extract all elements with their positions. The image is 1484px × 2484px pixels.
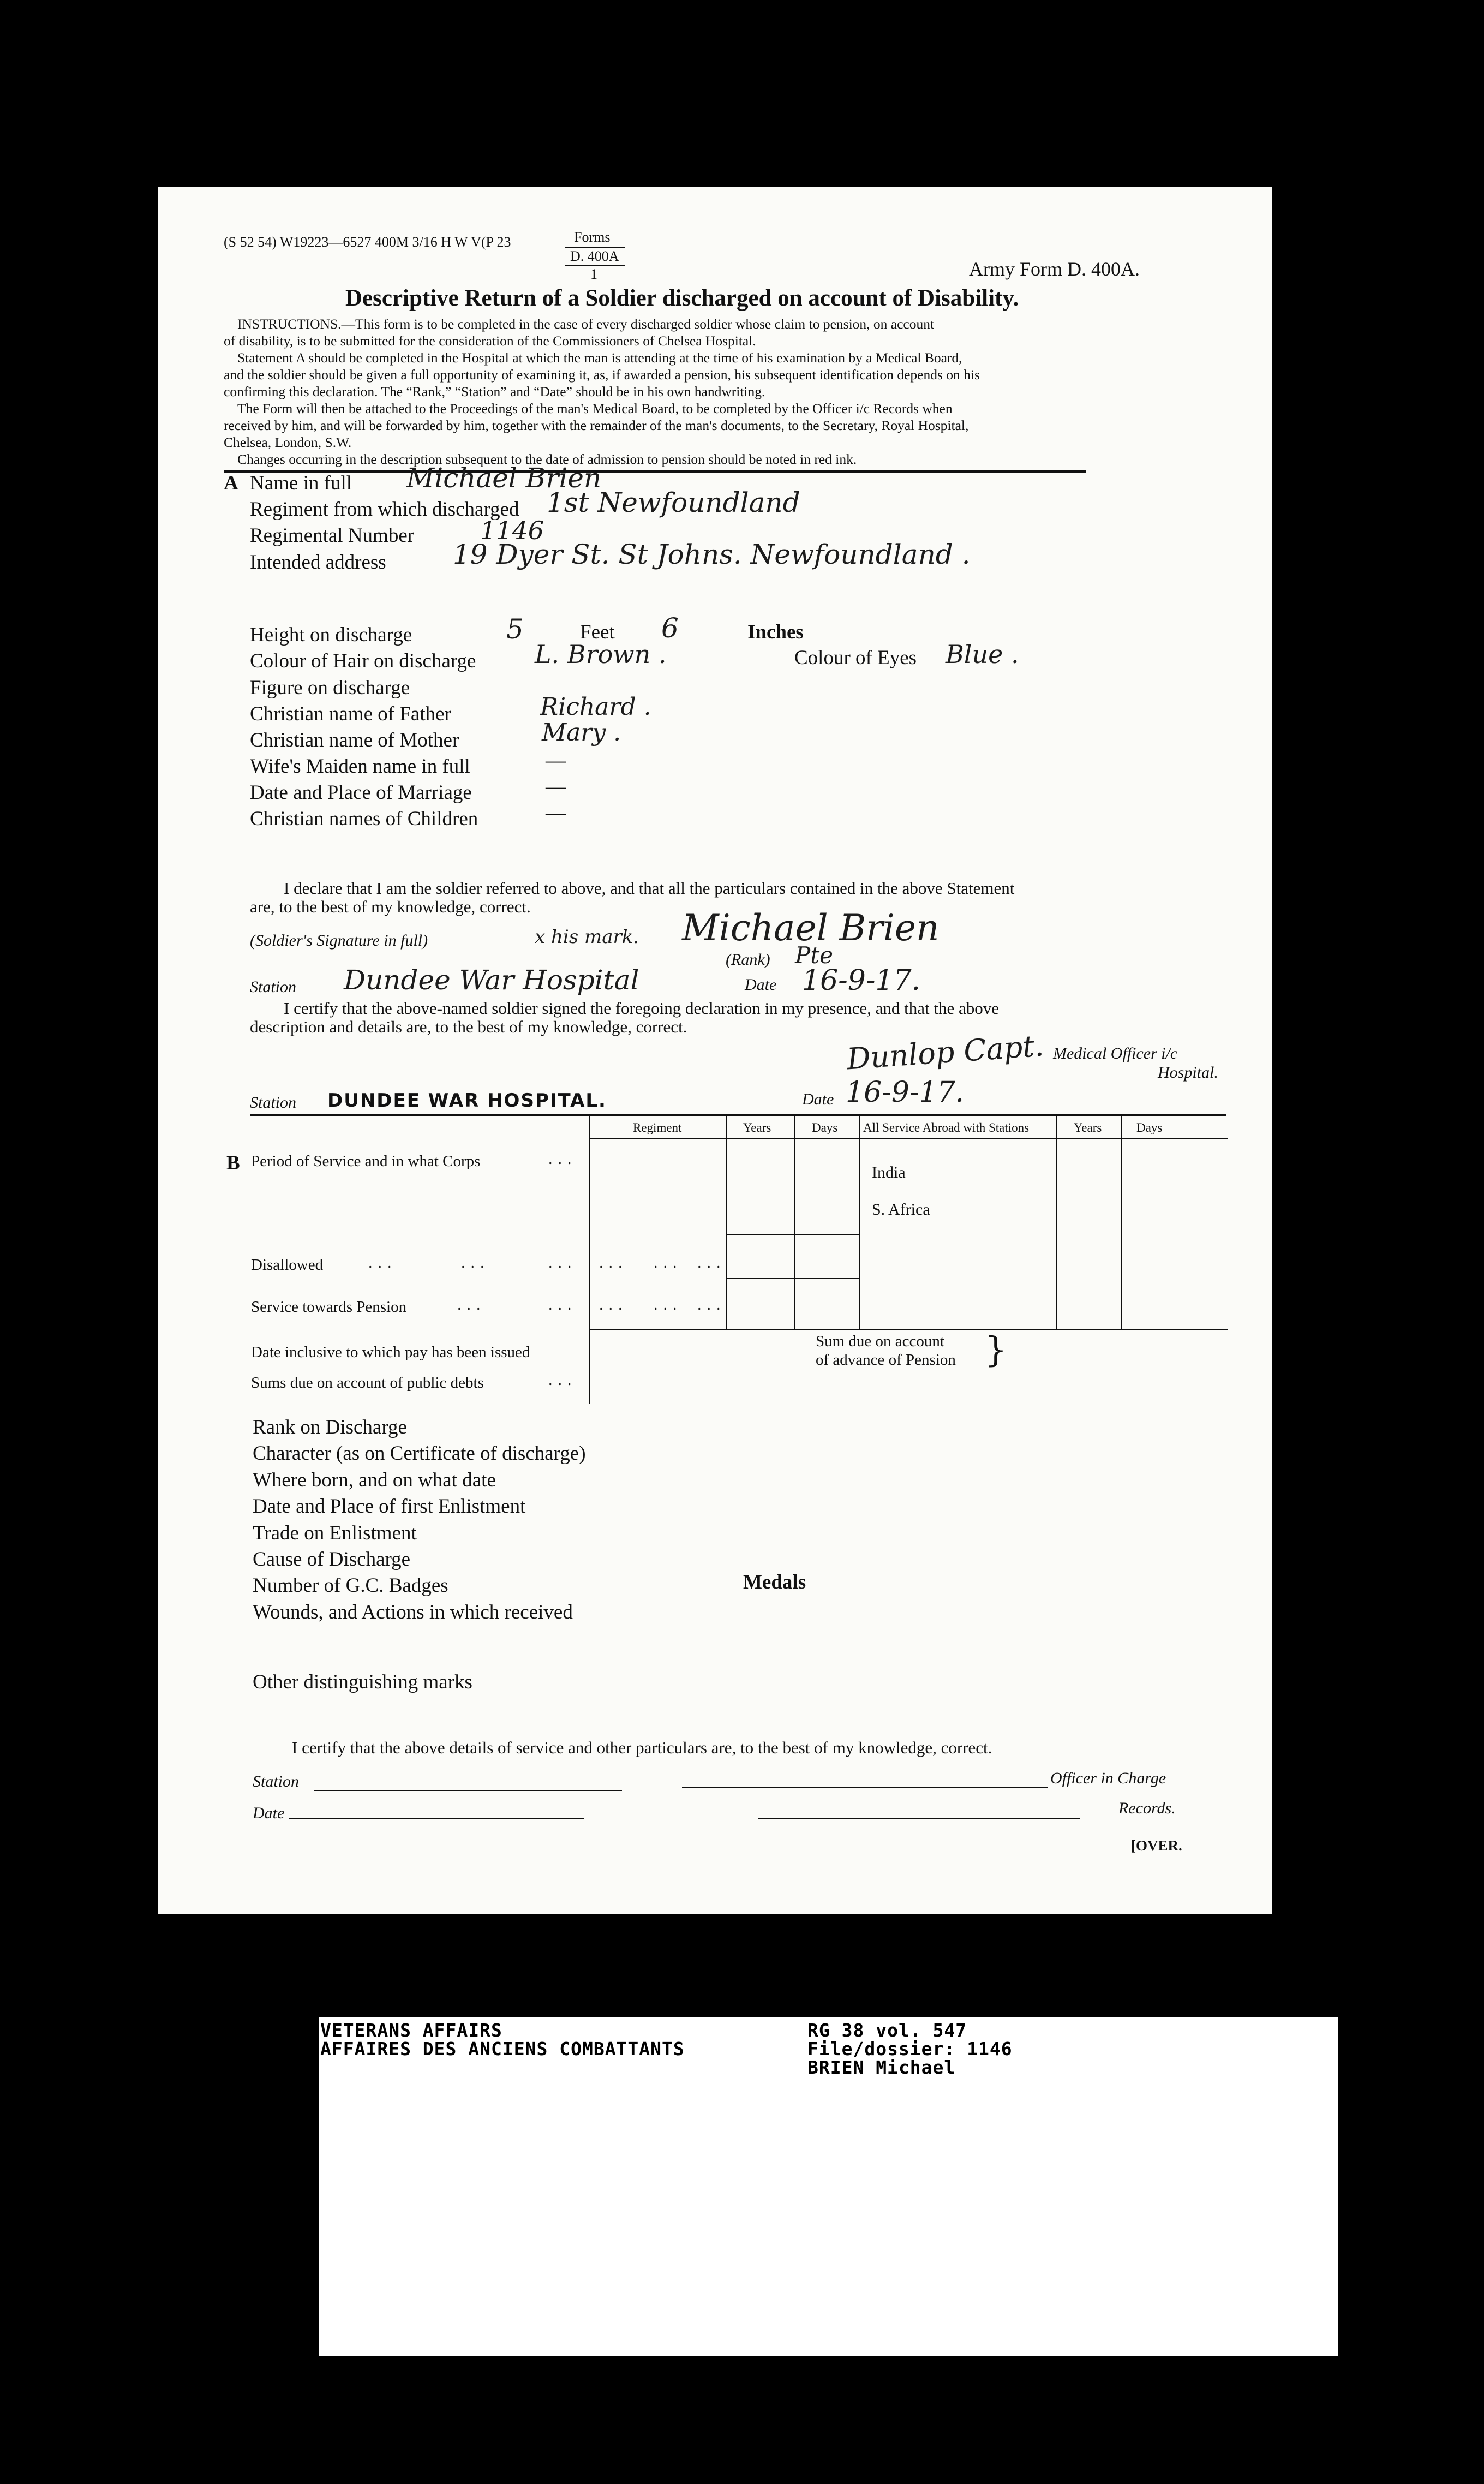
pay-issued-label: Date inclusive to which pay has been issued (251, 1343, 530, 1361)
leader-dots: ... (368, 1253, 397, 1271)
disallowed-label: Disallowed (251, 1256, 324, 1274)
height-inches-value: 6 (661, 612, 679, 644)
forms-number: D. 400A (570, 248, 619, 264)
date-value: 16-9-17. (802, 964, 921, 997)
soldier-signature-label: (Soldier's Signature in full) (250, 932, 428, 950)
rank-label: (Rank) (726, 951, 770, 969)
height-feet-value: 5 (506, 613, 524, 645)
father-value: Richard . (540, 693, 651, 721)
instruction-line: received by him, and will be forwarded by him, together with the remainder of the man's documents, to the Secretary, Royal Hospital, (224, 417, 969, 433)
regiment-label: Regiment from which discharged (250, 498, 519, 521)
regiment-value: 1st Newfoundland (547, 487, 800, 518)
section-a-letter: A (224, 472, 238, 494)
mother-value: Mary . (542, 719, 621, 747)
leader-dots: ... (697, 1253, 726, 1271)
leader-dots: ... (548, 1253, 577, 1271)
period-label: Period of Service and in what Corps (251, 1153, 481, 1170)
leader-dots: ... (654, 1295, 683, 1313)
advance-pension-label: of advance of Pension (816, 1351, 956, 1369)
hair-value: L. Brown . (535, 640, 667, 669)
col-years-abroad: Years (1074, 1121, 1102, 1134)
form-page (158, 187, 1272, 1914)
wife-label: Wife's Maiden name in full (250, 755, 470, 778)
hospital-stamp: DUNDEE WAR HOSPITAL. (327, 1090, 607, 1112)
public-debts-label: Sums due on account of public debts (251, 1374, 484, 1392)
advance-pension-label: Sum due on account (816, 1333, 944, 1350)
cause-label: Cause of Discharge (253, 1548, 411, 1571)
declaration-line: I declare that I am the soldier referred to above, and that all the particulars contained in the above Statement (284, 879, 1015, 898)
forms-sub: 1 (590, 266, 597, 282)
abroad-station: India (872, 1163, 906, 1181)
rank-discharge-label: Rank on Discharge (253, 1416, 407, 1438)
distinguishing-marks-label: Other distinguishing marks (253, 1671, 472, 1693)
archive-line: VETERANS AFFAIRS (320, 2020, 502, 2041)
rank-value: Pte (795, 942, 833, 969)
archive-label (319, 2017, 1338, 2356)
leader-dots: ... (599, 1295, 628, 1313)
date-value-2: 16-9-17. (846, 1076, 965, 1109)
instruction-line: Chelsea, London, S.W. (224, 434, 352, 450)
feet-label: Feet (580, 621, 615, 643)
marriage-dash: — (546, 775, 566, 798)
archive-name: BRIEN Michael (807, 2057, 956, 2078)
name-value: Michael Brien (406, 462, 602, 494)
leader-dots: ... (461, 1253, 490, 1271)
col-years: Years (743, 1121, 771, 1134)
brace-glyph: } (985, 1330, 1007, 1370)
service-towards-pension-label: Service towards Pension (251, 1298, 407, 1316)
instruction-line: Statement A should be completed in the Hospital at which the man is attending at the time of his examination by a Medical Board, (237, 350, 962, 366)
leader-dots: ... (457, 1295, 486, 1313)
abroad-station: S. Africa (872, 1201, 930, 1219)
station-label: Station (250, 978, 297, 996)
leader-dots: ... (548, 1150, 577, 1168)
medical-officer-signature: Dunlop Capt. (846, 1028, 1045, 1077)
over-label: [OVER. (1131, 1837, 1182, 1854)
army-form-number: Army Form D. 400A. (969, 258, 1140, 280)
regimental-number-value: 1146 (480, 516, 544, 545)
date-label-2: Date (802, 1090, 834, 1108)
form-title: Descriptive Return of a Soldier discharged on account of Disability. (345, 285, 1019, 311)
wounds-label: Wounds, and Actions in which received (253, 1601, 573, 1623)
leader-dots: ... (654, 1253, 683, 1271)
leader-dots: ... (697, 1295, 726, 1313)
instruction-line: and the soldier should be given a full opportunity of examining it, as, if awarded a pension, his subsequent identification depends on his (224, 367, 980, 383)
instruction-line: The Form will then be attached to the Proceedings of the man's Medical Board, to be completed by the Officer i/c Records when (237, 401, 953, 416)
station-value: Dundee War Hospital (344, 964, 639, 996)
footer-certify: I certify that the above details of service and other particulars are, to the best of my knowledge, correct. (292, 1738, 992, 1757)
eyes-label: Colour of Eyes (794, 647, 917, 669)
hair-label: Colour of Hair on discharge (250, 650, 476, 672)
born-label: Where born, and on what date (253, 1469, 496, 1491)
footer-date-label: Date (253, 1804, 285, 1822)
regimental-number-label: Regimental Number (250, 524, 415, 547)
inches-label: Inches (747, 621, 804, 643)
section-b-letter: B (226, 1152, 240, 1174)
officer-in-charge-label: Officer in Charge (1050, 1769, 1166, 1787)
print-code: (S 52 54) W19223—6527 400M 3/16 H W V(P 23 (224, 234, 511, 250)
wife-dash: — (546, 749, 566, 772)
instruction-line: Changes occurring in the description subsequent to the date of admission to pension should be noted in red ink. (237, 451, 857, 467)
archive-reference: RG 38 vol. 547 (807, 2020, 967, 2041)
trade-label: Trade on Enlistment (253, 1522, 417, 1544)
figure-label: Figure on discharge (250, 677, 410, 699)
medals-label: Medals (743, 1571, 806, 1593)
col-days: Days (812, 1121, 838, 1134)
instruction-line: INSTRUCTIONS.—This form is to be completed in the case of every discharged soldier whose claim to pension, on account (237, 316, 935, 332)
children-label: Christian names of Children (250, 808, 478, 830)
records-label: Records. (1118, 1799, 1176, 1817)
col-abroad: All Service Abroad with Stations (863, 1121, 1030, 1134)
mother-label: Christian name of Mother (250, 729, 459, 751)
name-label: Name in full (250, 472, 352, 494)
certify-line: description and details are, to the best of my knowledge, correct. (250, 1017, 687, 1036)
archive-file-number: File/dossier: 1146 (807, 2038, 1013, 2059)
eyes-value: Blue . (946, 640, 1019, 669)
leader-dots: ... (599, 1253, 628, 1271)
character-label: Character (as on Certificate of discharge) (253, 1442, 586, 1465)
leader-dots: ... (548, 1295, 577, 1313)
instruction-line: confirming this declaration. The “Rank,” “Station” and “Date” should be in his own handwriting. (224, 384, 765, 399)
certify-line: I certify that the above-named soldier signed the foregoing declaration in my presence, and that the above (284, 999, 999, 1018)
forms-label: Forms (574, 229, 611, 245)
declaration-line: are, to the best of my knowledge, correct. (250, 897, 531, 916)
instruction-line: of disability, is to be submitted for the consideration of the Commissioners of Chelsea Hospital. (224, 333, 756, 349)
height-label: Height on discharge (250, 624, 412, 646)
address-value: 19 Dyer St. St Johns. Newfoundland . (453, 539, 971, 570)
address-label: Intended address (250, 551, 386, 574)
marriage-label: Date and Place of Marriage (250, 781, 472, 804)
gc-badges-label: Number of G.C. Badges (253, 1574, 448, 1597)
children-dash: — (546, 802, 566, 824)
leader-dots: ... (548, 1371, 577, 1389)
archive-line: AFFAIRES DES ANCIENS COMBATTANTS (320, 2038, 685, 2059)
col-days-abroad: Days (1136, 1121, 1163, 1134)
date-label: Date (745, 976, 777, 994)
enlistment-label: Date and Place of first Enlistment (253, 1495, 526, 1518)
footer-station-label: Station (253, 1772, 300, 1790)
soldier-signature: Michael Brien (682, 907, 940, 949)
father-label: Christian name of Father (250, 703, 451, 725)
medical-officer-label: Medical Officer i/c (1053, 1044, 1178, 1062)
mark-note: x his mark. (535, 926, 639, 948)
station-label-2: Station (250, 1094, 297, 1112)
hospital-label: Hospital. (1158, 1064, 1218, 1082)
col-regiment: Regiment (633, 1121, 682, 1134)
